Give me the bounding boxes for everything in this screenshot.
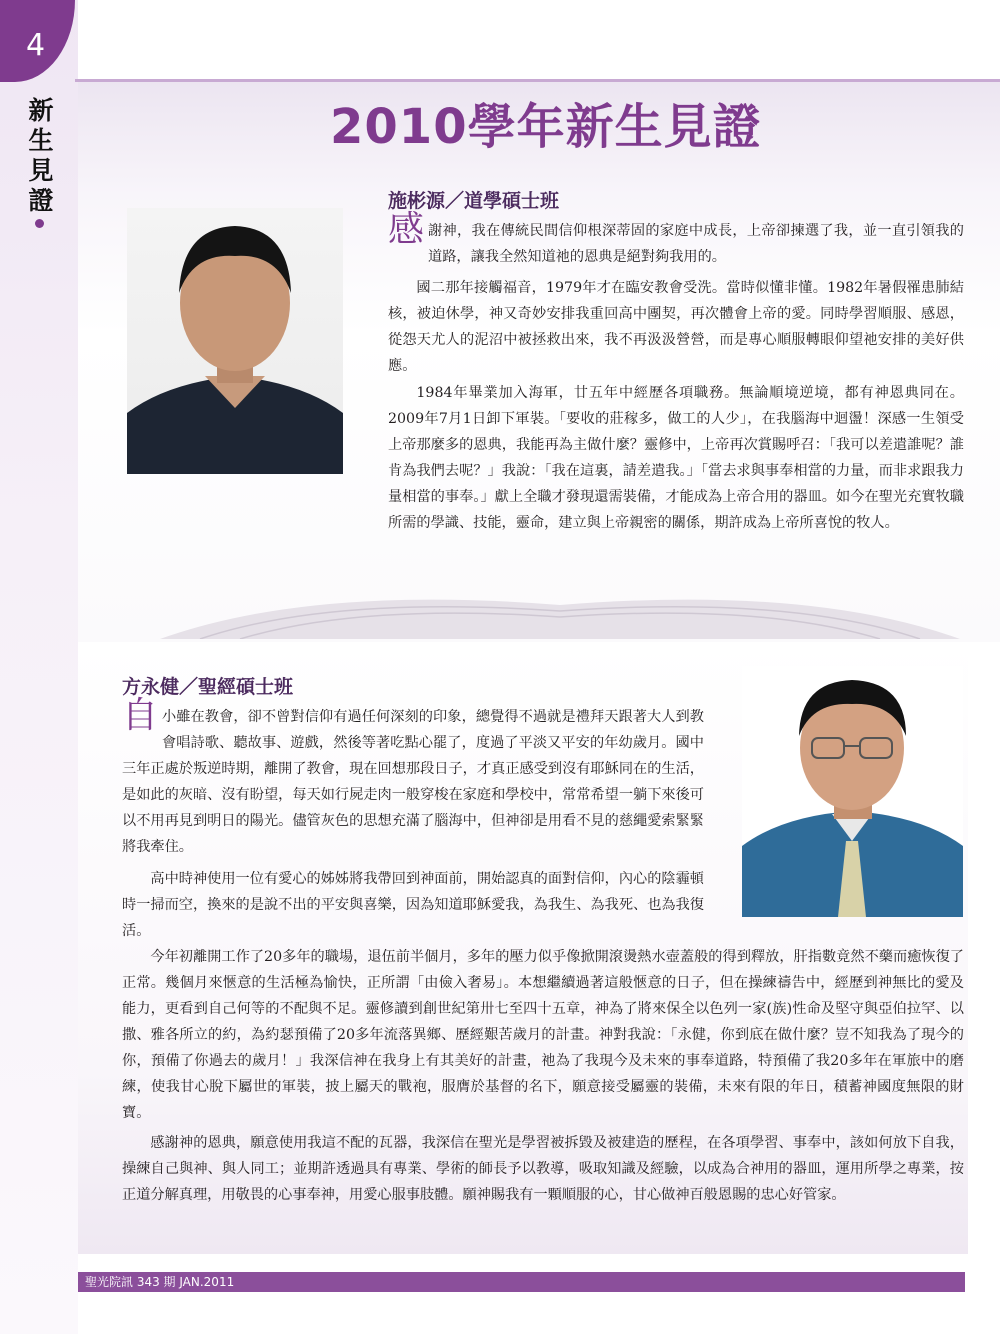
dropcap-1: 感 [388,209,425,250]
portrait-2-illustration [742,666,963,917]
side-title-dot [35,219,44,228]
footer-issue-label: 聖光院訊 343 期 JAN.2011 [85,1275,235,1289]
open-book-illustration [160,575,960,639]
author-name-2: 方永健／聖經碩士班 [122,676,294,698]
dropcap-2: 自 [122,695,159,736]
testimony-2-paragraph [122,695,704,860]
side-title-char: 新 [28,96,54,125]
testimony-1-paragraph: 1984年畢業加入海軍，廿五年中經歷各項職務。無論順境逆境，都有神恩典同在。2009年7月1日卸下軍裝。「要收的莊稼多，做工的人少」，在我腦海中迴盪！深感一生領受上帝那麼多的恩典，我能再為主做什麼？靈修中，上帝再次賞賜呼召：「我可以差遣誰呢？誰肯為我們去呢？」我說：「我在這裏，請差遣我。」「當去求與事奉相當的力量，而非求跟我力量相當的事奉。」獻上全職才發現還需裝備，才能成為上帝合用的器皿。如今在聖光充實牧職所需的學識、技能，靈命，建立與上帝親密的關係，期許成為上帝所喜悅的牧人。 [388,385,964,531]
side-title-char: 證 [28,186,54,215]
testimony-1-paragraph [388,209,964,270]
testimony-2-paragraph: 高中時神使用一位有愛心的姊姊將我帶回到神面前，開始認真的面對信仰，內心的陰霾頓時一掃而空，換來的是說不出的平安與喜樂，因為知道耶穌愛我，為我生、為我死、也為我復活。 [122,871,704,939]
portrait-photo-1 [127,208,343,474]
paragraph-text: 小雖在教會，卻不曾對信仰有過任何深刻的印象，總覺得不過就是禮拜天跟著大人到教會唱詩歌、聽故事、遊戲，然後等著吃點心罷了，度過了平淡又平安的年幼歲月。國中三年正處於叛逆時期，離開了教會，現在回想那段日子，才真正感受到沒有耶穌同在的生活，是如此的灰暗、沒有盼望，每天如行屍走肉一般穿梭在家庭和學校中，常常希望一躺下來後可以不用再見到明日的陽光。儘管灰色的思想充滿了腦海中，但神卻是用看不見的慈繩愛索緊緊將我牽住。 [122,709,704,855]
header-rule [75,79,1000,82]
portrait-1-illustration [127,208,343,474]
testimony-2-paragraph: 今年初離開工作了20多年的職場，退伍前半個月，多年的壓力似乎像掀開滾燙熱水壺蓋般的得到釋放，肝指數竟然不藥而癒恢復了正常。幾個月來愜意的生活極為愉快，正所謂「由儉入奢易」。本想繼續過著這般愜意的日子，但在操練禱告中，經歷到神無比的愛及能力，更看到自己何等的不配與不足。靈修讀到創世紀第卅七至四十五章，神為了將來保全以色列一家(族)性命及堅守與亞伯拉罕、以撒、雅各所立的約，為約瑟預備了20多年流落異鄉、歷經艱苦歲月的計畫。神對我說：「永健，你到底在做什麼？豈不知我為了現今的你，預備了你過去的歲月！」我深信神在我身上有其美好的計畫，祂為了我現今及未來的事奉道路，特預備了我20多年在軍旅中的磨練，使我甘心脫下屬世的軍裝，披上屬天的戰袍，服膺於基督的名下，願意接受屬靈的裝備，未來有限的年日，積蓄神國度無限的財寶。 [122,949,964,1121]
page-number: 4 [26,28,46,63]
testimony-2-paragraph: 感謝神的恩典，願意使用我這不配的瓦器，我深信在聖光是學習被拆毀及被建造的歷程，在各項學習、事奉中，該如何放下自我，操練自己與神、與人同工；並期許透過具有專業、學術的師長予以教導，吸取知識及經驗，以成為合神用的器皿，運用所學之專業，按正道分解真理，用敬畏的心事奉神，用愛心服事肢體。願神賜我有一顆順服的心，甘心做神百般恩賜的忠心好管家。 [122,1135,964,1203]
author-name-1: 施彬源／道學碩士班 [388,190,560,212]
page-title: 2010學年新生見證 [330,99,762,155]
side-title-char: 見 [28,156,54,185]
testimony-1-paragraph: 國二那年接觸福音，1979年才在臨安教會受洗。當時似懂非懂。1982年暑假罹患肺結核，被迫休學，神又奇妙安排我重回高中團契，再次體會上帝的愛。同時學習順服、感恩，從怨天尤人的泥沼中被拯救出來，我不再汲汲營營，而是專心順服轉眼仰望祂安排的美好供應。 [388,280,964,374]
side-title-char: 生 [28,126,54,155]
paragraph-text: 謝神，我在傳統民間信仰根深蒂固的家庭中成長，上帝卻揀選了我，並一直引領我的道路，讓我全然知道祂的恩典是絕對夠我用的。 [428,223,964,265]
section-side-title [24,96,58,216]
portrait-photo-2 [742,666,963,917]
